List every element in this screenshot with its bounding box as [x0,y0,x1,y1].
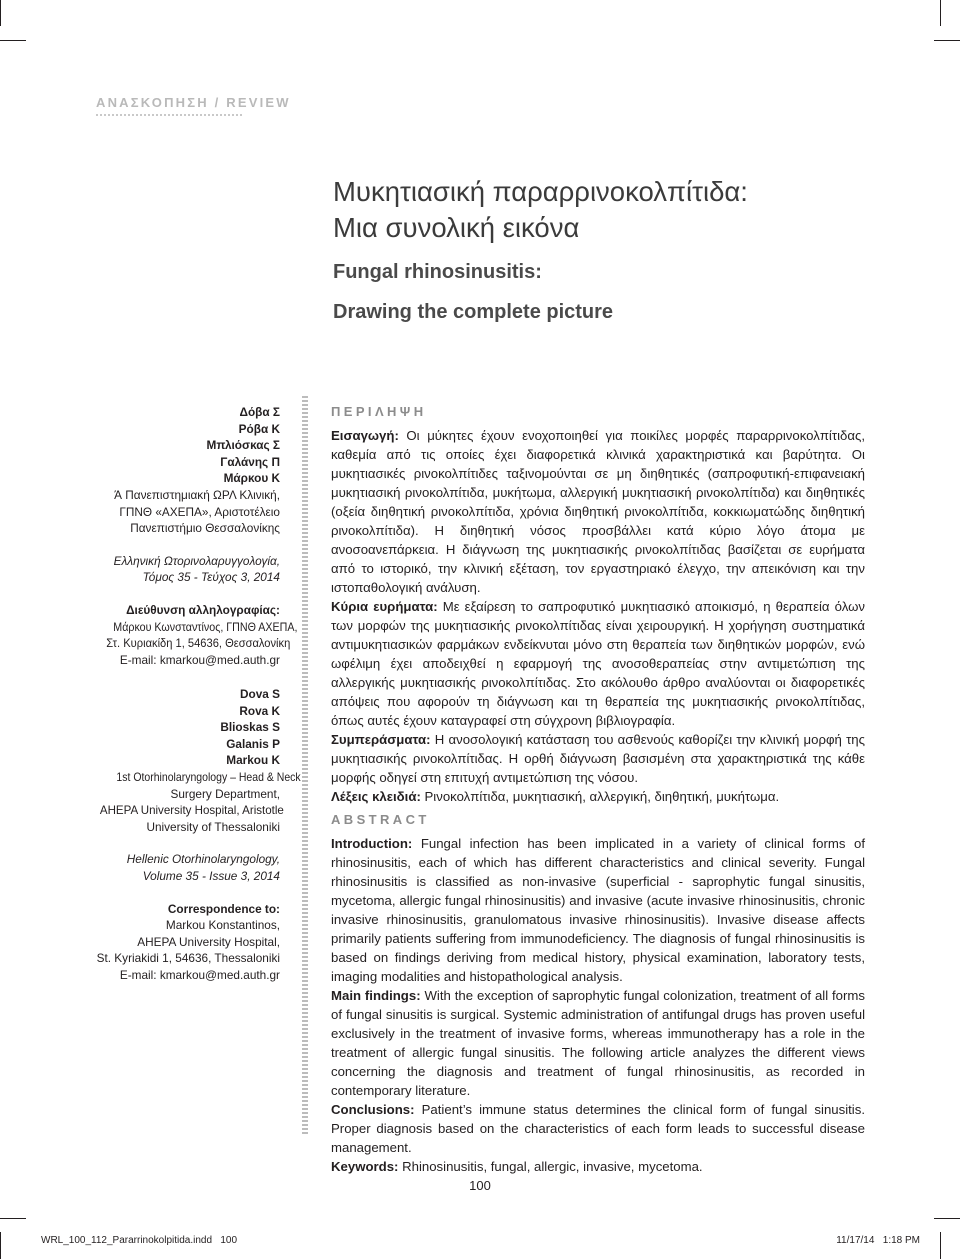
paragraph-text: Fungal infection has been implicated in a variety of clinical forms of rhinosinusitis, each of which has different characteristics and clinical severity. Fungal rhinosinusitis is classified as non-invasive (superficial - saprophytic fungal sinusitis, mycetoma, allergic fungal rhinosinusitis) and invasive (acute invasive rhinosinusitis, chronic invasive rhinosinusitis, granulomatous invasive rhinosinusitis). Invasive disease affects primarily patients suffering from immunodeficiency. The diagnosis of fungal rhinosinusitis is based on findings deriving from medical history, physical examination, laboratory tests, imaging modalities and histopathological analysis. [331,836,865,984]
crop-mark [940,0,941,26]
affiliation-line: AHEPA University Hospital, Aristotle [99,803,284,818]
paragraph-text: Με εξαίρεση το σαπροφυτικό μυκητιασικό αποικισμό, η θεραπεία όλων των μορφών της μυκητιασικής ρινοκολπίτιδας είναι χειρουργική. Η χορήγηση συστηματικά αντιμυκητιασικών φαρμάκων ενδείκνυται μόνο στη θεραπεία των διηθητικών μορφών, ενώ ωφέλιμη έχει αποδειχθεί η εφαρμογή της ανοσοθεραπείας στην αντιμετώπιση της αλλεργικής μυκητιασικής ρινοκολπίτιδας. Στο ακόλουθο άρθρο αναλύονται οι διαφορετικές απόψεις που αφορούν τη διάγνωση και τη θεραπεία της μυκητιασικής ρινοκολπίτιδας, όπως αυτές έχουν καταγραφεί στη σύγχρονη βιβλιογραφία. [331,599,865,728]
sidebar-greek [96,404,298,668]
abstract-paragraph [331,1157,865,1176]
abstract-paragraph [331,1100,865,1157]
correspondence-email[interactable]: E-mail: kmarkou@med.auth.gr [119,967,280,982]
paragraph-label: Keywords: [331,1159,399,1174]
title-greek [333,174,748,246]
correspondence-email[interactable]: E-mail: kmarkou@med.auth.gr [119,652,280,667]
author-name: Rova K [239,703,280,718]
title-greek-line: Μια συνολική εικόνα [333,212,580,243]
paragraph-label: Main findings: [331,988,421,1003]
affiliation-line: 1st Otorhinolaryngology – Head & Neck [116,769,301,784]
title-english-line: Fungal rhinosinusitis: [333,261,542,283]
paragraph-label: Εισαγωγή: [331,428,399,443]
crop-mark [0,40,26,41]
title-english [333,252,613,332]
paragraph-label: Κύρια ευρήματα: [331,599,438,614]
author-name: Markou K [226,753,280,768]
crop-mark [940,1232,941,1259]
paragraph-label: Λέξεις κλειδιά: [331,789,421,804]
page-number: 100 [469,1178,491,1193]
correspondence-label: Correspondence to: [167,901,280,916]
section-divider [96,114,242,116]
column-divider [302,396,308,1134]
journal-line: Ελληνική Ωτορινολαρυγγολογία, [113,553,280,568]
abstract-heading: ABSTRACT [331,812,430,827]
journal-line: Hellenic Otorhinolaryngology, [126,852,280,867]
correspondence-label: Διεύθυνση αλληλογραφίας: [126,602,280,617]
abstract-paragraph [331,787,865,806]
affiliation-line: Πανεπιστήμιο Θεσσαλονίκης [130,521,280,536]
crop-mark [0,0,1,26]
title-greek-line: Μυκητιασική παραρρινοκολπίτιδα: [333,176,748,207]
paragraph-text: With the exception of saprophytic fungal colonization, treatment of all forms of fungal sinusitis is surgical. Systemic administration of antifungal drugs has proven useful exclusively in the treatment of invasive forms, whereas immunotherapy has a role in the treatment of allergic fungal sinusitis. The following article analyzes the different views concerning the diagnosis and treatment of fungal rhinosinusitis, as recorded in contemporary literature. [331,988,865,1098]
paragraph-label: Introduction: [331,836,413,851]
paragraph-text: Rhinosinusitis, fungal, allergic, invasive, mycetoma. [398,1159,703,1174]
crop-mark [0,1218,26,1219]
abstract-paragraph [331,426,865,597]
author-name: Δόβα Σ [239,405,280,419]
author-name: Dova S [240,687,280,701]
paragraph-text: Η ανοσολογική κατάσταση του ασθενούς καθορίζει την κλινική μορφή της μυκητιασικής ρινοκολπίτιδας. Η ορθή διάγνωση βασισμένη στα χαρακτηριστικά της κάθε μορφής οδηγεί στη επιτυχή αντιμετώπιση της νόσου. [331,732,865,785]
author-name: Galanis P [226,736,280,751]
title-english-line: Drawing the complete picture [333,301,614,323]
author-name: Blioskas S [220,720,280,735]
correspondence-line: Markou Konstantinos, [165,918,280,933]
crop-mark [934,1218,960,1219]
paragraph-text: Ρινοκολπίτιδα, μυκητιασική, αλλεργική, διηθητική, μυκήτωμα. [420,789,780,804]
journal-line: Τόμος 35 - Τεύχος 3, 2014 [142,570,280,585]
affiliation-line: University of Thessaloniki [146,819,280,834]
correspondence-line: Στ. Κυριακίδη 1, 54636, Θεσσαλονίκη [106,636,291,651]
abstract-paragraph [331,834,865,986]
footer-timestamp: 11/17/14 1:18 PM [836,1235,920,1246]
affiliation-line: Surgery Department, [170,786,280,801]
correspondence-line: AHEPA University Hospital, [137,934,280,949]
perilipsi-body [331,426,865,806]
affiliation-line: ΓΠΝΘ «ΑΧΕΠΑ», Αριστοτέλειο [119,504,280,519]
author-name: Μπλιόσκας Σ [206,438,280,453]
sidebar-english [96,686,301,984]
section-label: ΑΝΑΣΚΟΠΗΣΗ / REVIEW [96,95,291,110]
paragraph-label: Συμπεράσματα: [331,732,431,747]
author-name: Μάρκου Κ [223,471,280,486]
footer-filename: WRL_100_112_Pararrinokolpitida.indd 100 [41,1235,238,1246]
author-name: Ρόβα Κ [238,421,280,436]
crop-mark [0,1232,1,1259]
paragraph-text: Οι μύκητες έχουν ενοχοποιηθεί για ποικίλες μορφές παραρρινοκολπίτιδας, καθεμία από τις οποίες έχει διαφορετικά κλινικά χαρακτηριστικά και βαρύτητα. Οι μυκητιασικές ρινοκολπίτιδες ταξινομούνται σε μη διηθητικές (σαπροφυτική-επιφανειακή μυκητιασική ρινοκολπίτιδα, μυκήτωμα, αλλεργική μυκητιασική ρινοκολπίτιδα) και διηθητικές (οξεία διηθητική ρινοκολπίτιδα, χρόνια διηθητική ρινοκολπίτιδα, κοκκιωματώδης διηθητική ρινοκολπίτιδα). Η διηθητική νόσος προσβάλλει κατά κύριο λόγο άτομα με ανοσοανεπάρκεια. Η διάγνωση της μυκητιασικής ρινοκολπίτιδας βασίζεται σε ευρήματα από το ιστορικό, την κλινική εξέταση, τον εργαστηριακό έλεγχο, την απεικόνιση και την ιστοπαθολογική ανάλυση. [331,428,865,595]
abstract-paragraph [331,730,865,787]
correspondence-line: St. Kyriakidi 1, 54636, Thessaloniki [96,951,280,966]
paragraph-label: Conclusions: [331,1102,415,1117]
journal-line: Volume 35 - Issue 3, 2014 [142,868,280,883]
abstract-paragraph [331,986,865,1100]
author-name: Γαλάνης Π [220,454,280,469]
perilipsi-heading: ΠΕΡΙΛΗΨΗ [331,404,427,419]
crop-mark [934,40,960,41]
abstract-paragraph [331,597,865,730]
abstract-body [331,834,865,1176]
paragraph-text: Patient’s immune status determines the clinical form of fungal sinusitis. Proper diagnosis based on the characteristics of each form leads to successful disease management. [331,1102,865,1155]
correspondence-line: Μάρκου Κωνσταντίνος, ΓΠΝΘ ΑΧΕΠΑ, [113,619,298,634]
affiliation-line: Ά Πανεπιστημιακή ΩΡΛ Κλινική, [114,487,280,502]
